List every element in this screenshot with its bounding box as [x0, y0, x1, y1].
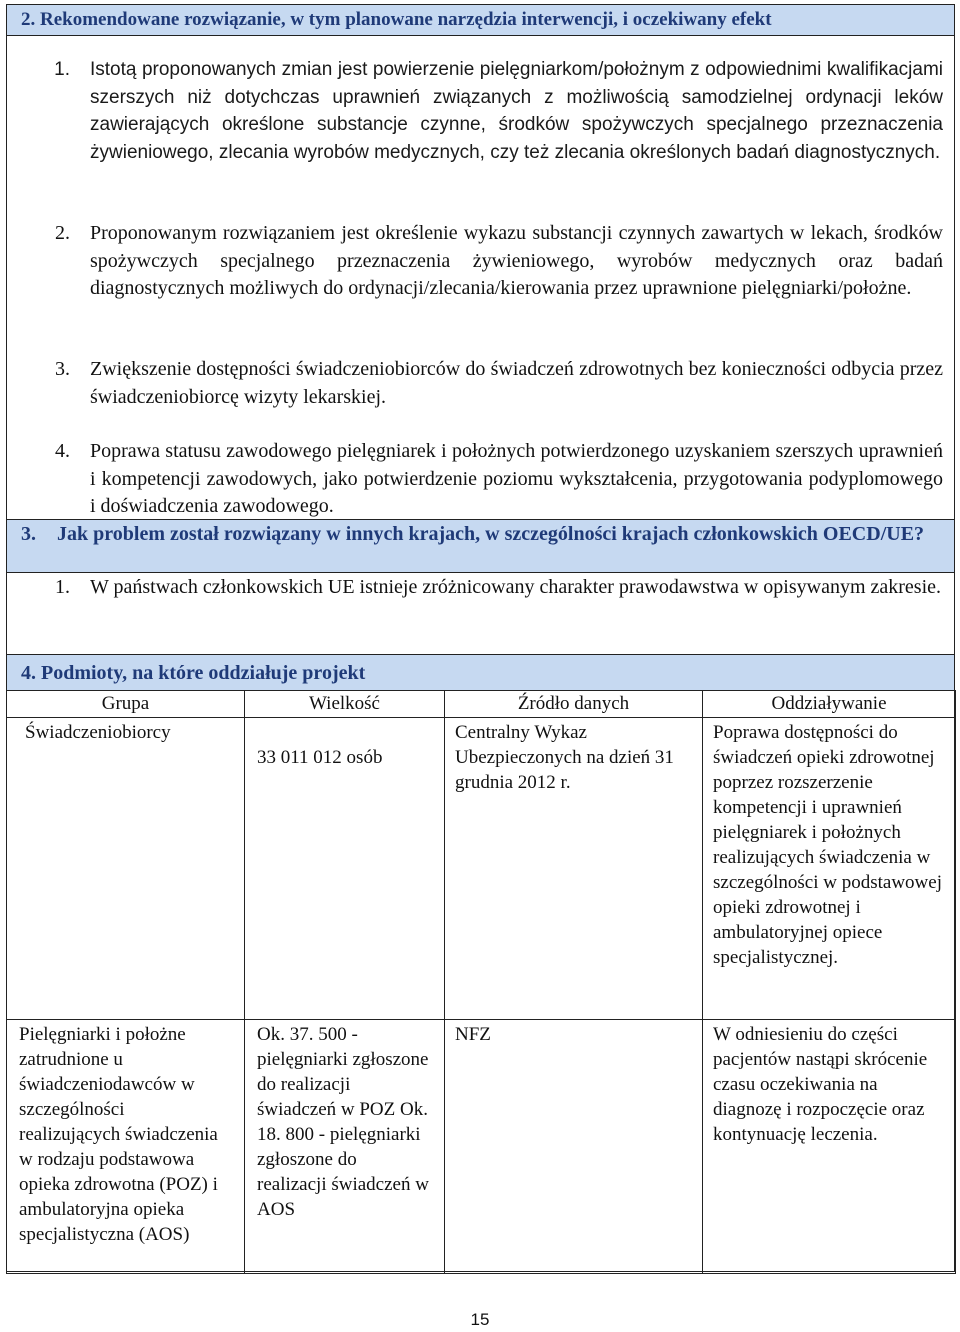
item-text: Proponowanym rozwiązaniem jest określenie wykazu substancji czynnych zawartych w lekach, środków spożywczych specjalnego przeznaczenia żywieniowego, wyrobów medycznych oraz badań diagnostycznych możliwych do ordynacji/zlecania/kierowania przez uprawnione pielęgniarki/położne.: [90, 222, 943, 299]
table-row: [7, 1020, 956, 1274]
cell-group: [7, 1020, 245, 1274]
cell-text: Pielęgniarki i położne zatrudnione u świadczeniodawców w szczególności realizujących świadczenia w rodzaju podstawowa opieka zdrowotna (POZ) i ambulatoryjna opieka specjalistyczna (AOS): [19, 1024, 218, 1245]
column-header-group: Grupa: [7, 691, 245, 718]
stakeholders-table: [6, 690, 956, 1274]
table-header-row: [7, 691, 956, 718]
table-row: [7, 718, 956, 1020]
item-number: 3.: [55, 358, 70, 380]
item-number: 4.: [55, 440, 70, 462]
cell-source: [445, 718, 703, 1020]
list-item: [18, 56, 943, 166]
cell-impact: [703, 1020, 956, 1274]
section-3-heading: [7, 520, 954, 572]
cell-text: W odniesieniu do części pacjentów nastąpi skrócenie czasu oczekiwania na diagnozę i rozpoczęcie oraz kontynuację leczenia.: [713, 1024, 928, 1145]
page-number: 15: [470, 1310, 490, 1329]
column-header-size: Wielkość: [245, 691, 445, 718]
cell-group: [7, 718, 245, 1020]
item-text: Istotą proponowanych zmian jest powierzenie pielęgniarkom/położnym z odpowiednimi kwalifikacjami szerszych niż dotychczas uprawnień związanych z możliwością samodzielnej ordynacji leków zawierających określone substancje czynne, środków spożywczych specjalnego przeznaczenia żywieniowego, zlecania wyrobów medycznych, czy też zlecania określonych badań diagnostycznych.: [90, 59, 943, 163]
cell-source: [445, 1020, 703, 1274]
divider: [6, 35, 955, 36]
list-item: [18, 574, 943, 602]
column-header-source: Źródło danych: [445, 691, 703, 718]
item-text: Zwiększenie dostępności świadczeniobiorców do świadczeń zdrowotnych bez konieczności odbycia przez świadczeniobiorcę wizyty lekarskiej.: [90, 358, 943, 408]
section-number: 3.: [21, 523, 36, 545]
section-2-heading: 2. Rekomendowane rozwiązanie, w tym planowane narzędzia interwencji, i oczekiwany efekt: [7, 5, 954, 35]
column-header-impact: Oddziaływanie: [703, 691, 956, 718]
cell-text: Świadczeniobiorcy: [25, 722, 171, 743]
list-item: [18, 438, 943, 521]
section-4-heading: 4. Podmioty, na które oddziałuje projekt: [7, 655, 954, 690]
cell-text: NFZ: [455, 1024, 491, 1045]
cell-size: [245, 718, 445, 1020]
cell-text: 33 011 012 osób: [257, 747, 383, 768]
item-text: Poprawa statusu zawodowego pielęgniarek i położnych potwierdzonego uzyskaniem szerszych uprawnień i kompetencji zawodowych, jako potwierdzenie poziomu wykształcenia, przygotowania podyplomowego i doświadczenia zawodowego.: [90, 440, 943, 517]
section-title: Jak problem został rozwiązany w innych krajach, w szczególności krajach członkowskich OECD/UE?: [57, 523, 925, 545]
item-text: W państwach członkowskich UE istnieje zróżnicowany charakter prawodawstwa w opisywanym zakresie.: [90, 576, 942, 598]
cell-text: Poprawa dostępności do świadczeń opieki zdrowotnej poprzez rozszerzenie kompetencji i uprawnień pielęgniarek i położnych realizujących świadczenia w szczególności w podstawowej opieki zdrowotnej i ambulatoryjnej opiece specjalistycznej.: [713, 722, 942, 968]
cell-text: Centralny Wykaz Ubezpieczonych na dzień 31 grudnia 2012 r.: [455, 722, 674, 793]
cell-text: Ok. 37. 500 - pielęgniarki zgłoszone do realizacji świadczeń w POZ Ok. 18. 800 - pielęgniarki zgłoszone do realizacji świadczeń w AOS: [257, 1024, 429, 1220]
list-item: [18, 356, 943, 411]
cell-impact: [703, 718, 956, 1020]
cell-size: [245, 1020, 445, 1274]
item-number: 1.: [54, 59, 70, 80]
item-number: 2.: [55, 222, 70, 244]
list-item: [18, 220, 943, 303]
divider: [6, 572, 955, 573]
item-number: 1.: [55, 576, 70, 598]
